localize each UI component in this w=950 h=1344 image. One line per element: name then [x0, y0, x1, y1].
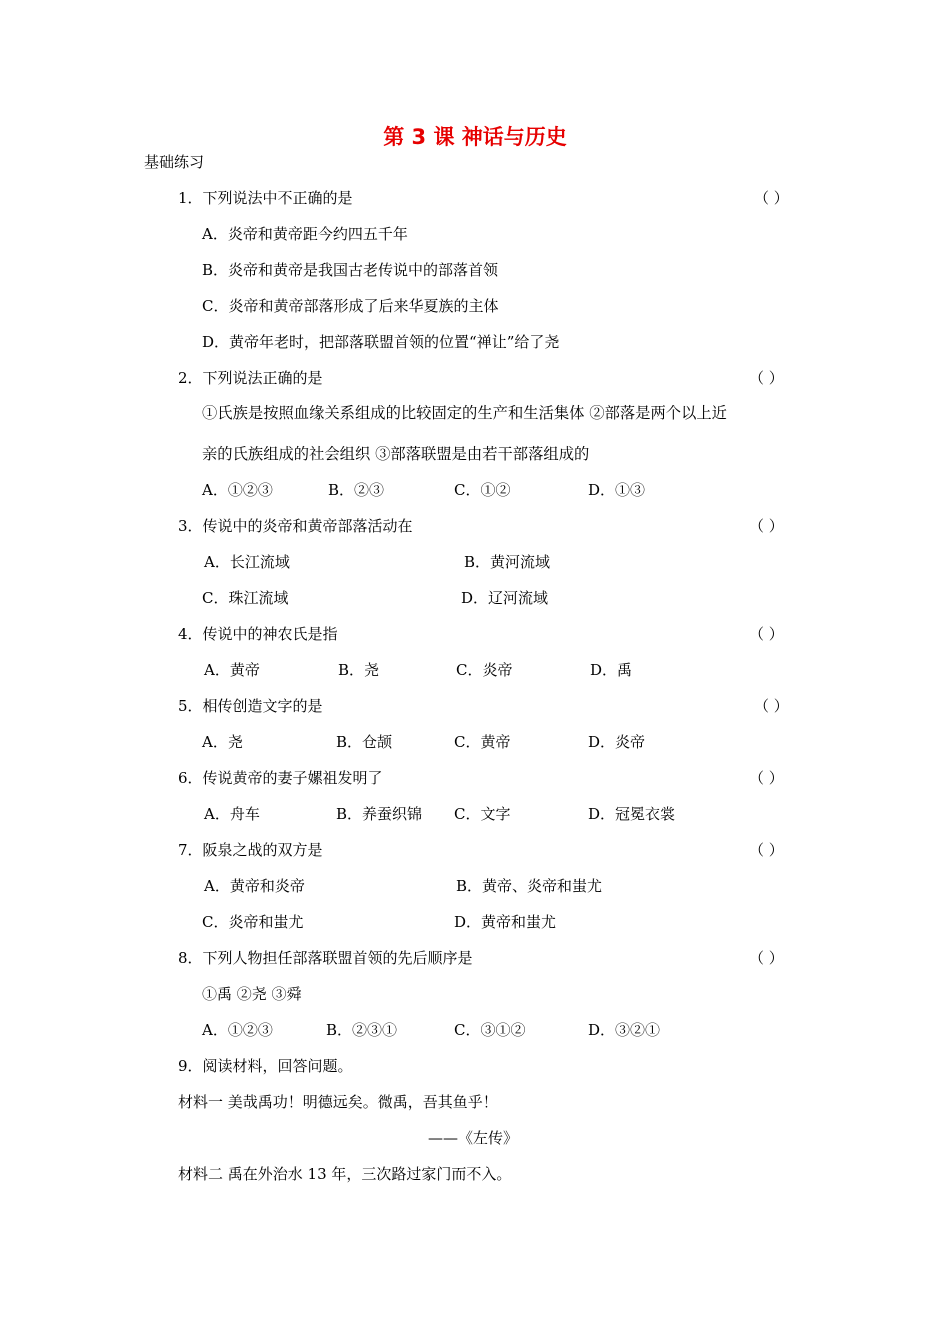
section-heading: 基础练习: [144, 153, 205, 171]
q4-option-d: D．禹: [590, 661, 633, 679]
q8-option-a: A．①②③: [202, 1021, 273, 1039]
q9-material-2: 材料二 禹在外治水 13 年，三次路过家门而不入。: [178, 1165, 512, 1183]
q5-stem: 5．相传创造文字的是: [178, 697, 323, 715]
q8-answer-bracket: （ ）: [749, 949, 784, 967]
q5-option-c: C．黄帝: [454, 733, 511, 751]
q8-stem: 8．下列人物担任部落联盟首领的先后顺序是: [178, 949, 473, 967]
q2-stem: 2．下列说法正确的是: [178, 369, 323, 387]
q3-option-b: B．黄河流域: [464, 553, 551, 571]
q9-material-1: 材料一 美哉禹功！明德远矣。微禹，吾其鱼乎！: [178, 1093, 498, 1111]
q5-option-b: B．仓颉: [336, 733, 393, 751]
q2-option-c: C．①②: [454, 481, 511, 499]
q3-stem: 3．传说中的炎帝和黄帝部落活动在: [178, 517, 413, 535]
q1-answer-bracket: （ ）: [754, 189, 789, 207]
q3-answer-bracket: （ ）: [749, 517, 784, 535]
q6-option-c: C．文字: [454, 805, 511, 823]
q1-option-b: B．炎帝和黄帝是我国古老传说中的部落首领: [202, 261, 499, 279]
q3-option-c: C．珠江流域: [202, 589, 289, 607]
q7-option-d: D．黄帝和蚩尤: [454, 913, 557, 931]
q4-option-a: A．黄帝: [204, 661, 260, 679]
q1-stem: 1．下列说法中不正确的是: [178, 189, 353, 207]
q7-option-c: C．炎帝和蚩尤: [202, 913, 304, 931]
q2-option-b: B．②③: [328, 481, 385, 499]
q5-answer-bracket: （ ）: [754, 697, 789, 715]
q2-statement-line-2: 亲的氏族组成的社会组织 ③部落联盟是由若干部落组成的: [202, 445, 590, 463]
q8-items: ①禹 ②尧 ③舜: [202, 985, 302, 1003]
q7-option-a: A．黄帝和炎帝: [204, 877, 305, 895]
q4-option-b: B．尧: [338, 661, 380, 679]
q2-statement-line-1: ①氏族是按照血缘关系组成的比较固定的生产和生活集体 ②部落是两个以上近: [202, 404, 727, 422]
q8-option-d: D．③②①: [588, 1021, 661, 1039]
q9-stem: 9．阅读材料，回答问题。: [178, 1057, 353, 1075]
q5-option-a: A．尧: [202, 733, 243, 751]
q7-answer-bracket: （ ）: [749, 841, 784, 859]
q7-stem: 7．阪泉之战的双方是: [178, 841, 323, 859]
q6-option-a: A．舟车: [204, 805, 260, 823]
q1-option-a: A．炎帝和黄帝距今约四五千年: [202, 225, 408, 243]
q2-option-d: D．①③: [588, 481, 646, 499]
q3-option-a: A．长江流域: [204, 553, 290, 571]
q2-answer-bracket: （ ）: [749, 369, 784, 387]
q3-option-d: D．辽河流域: [461, 589, 549, 607]
q4-option-c: C．炎帝: [456, 661, 513, 679]
q9-material-1-source: ——《左传》: [428, 1129, 519, 1147]
q1-option-d: D．黄帝年老时，把部落联盟首领的位置“禅让”给了尧: [202, 333, 560, 351]
q8-option-b: B．②③①: [326, 1021, 398, 1039]
q2-option-a: A．①②③: [202, 481, 273, 499]
q6-option-b: B．养蚕织锦: [336, 805, 423, 823]
q6-option-d: D．冠冕衣裳: [588, 805, 676, 823]
q5-option-d: D．炎帝: [588, 733, 646, 751]
q6-answer-bracket: （ ）: [749, 769, 784, 787]
q1-option-c: C．炎帝和黄帝部落形成了后来华夏族的主体: [202, 297, 499, 315]
q8-option-c: C．③①②: [454, 1021, 526, 1039]
q7-option-b: B．黄帝、炎帝和蚩尤: [456, 877, 603, 895]
q4-stem: 4．传说中的神农氏是指: [178, 625, 338, 643]
page-title: 第 3 课 神话与历史: [383, 125, 567, 149]
q4-answer-bracket: （ ）: [749, 625, 784, 643]
q6-stem: 6．传说黄帝的妻子嫘祖发明了: [178, 769, 383, 787]
